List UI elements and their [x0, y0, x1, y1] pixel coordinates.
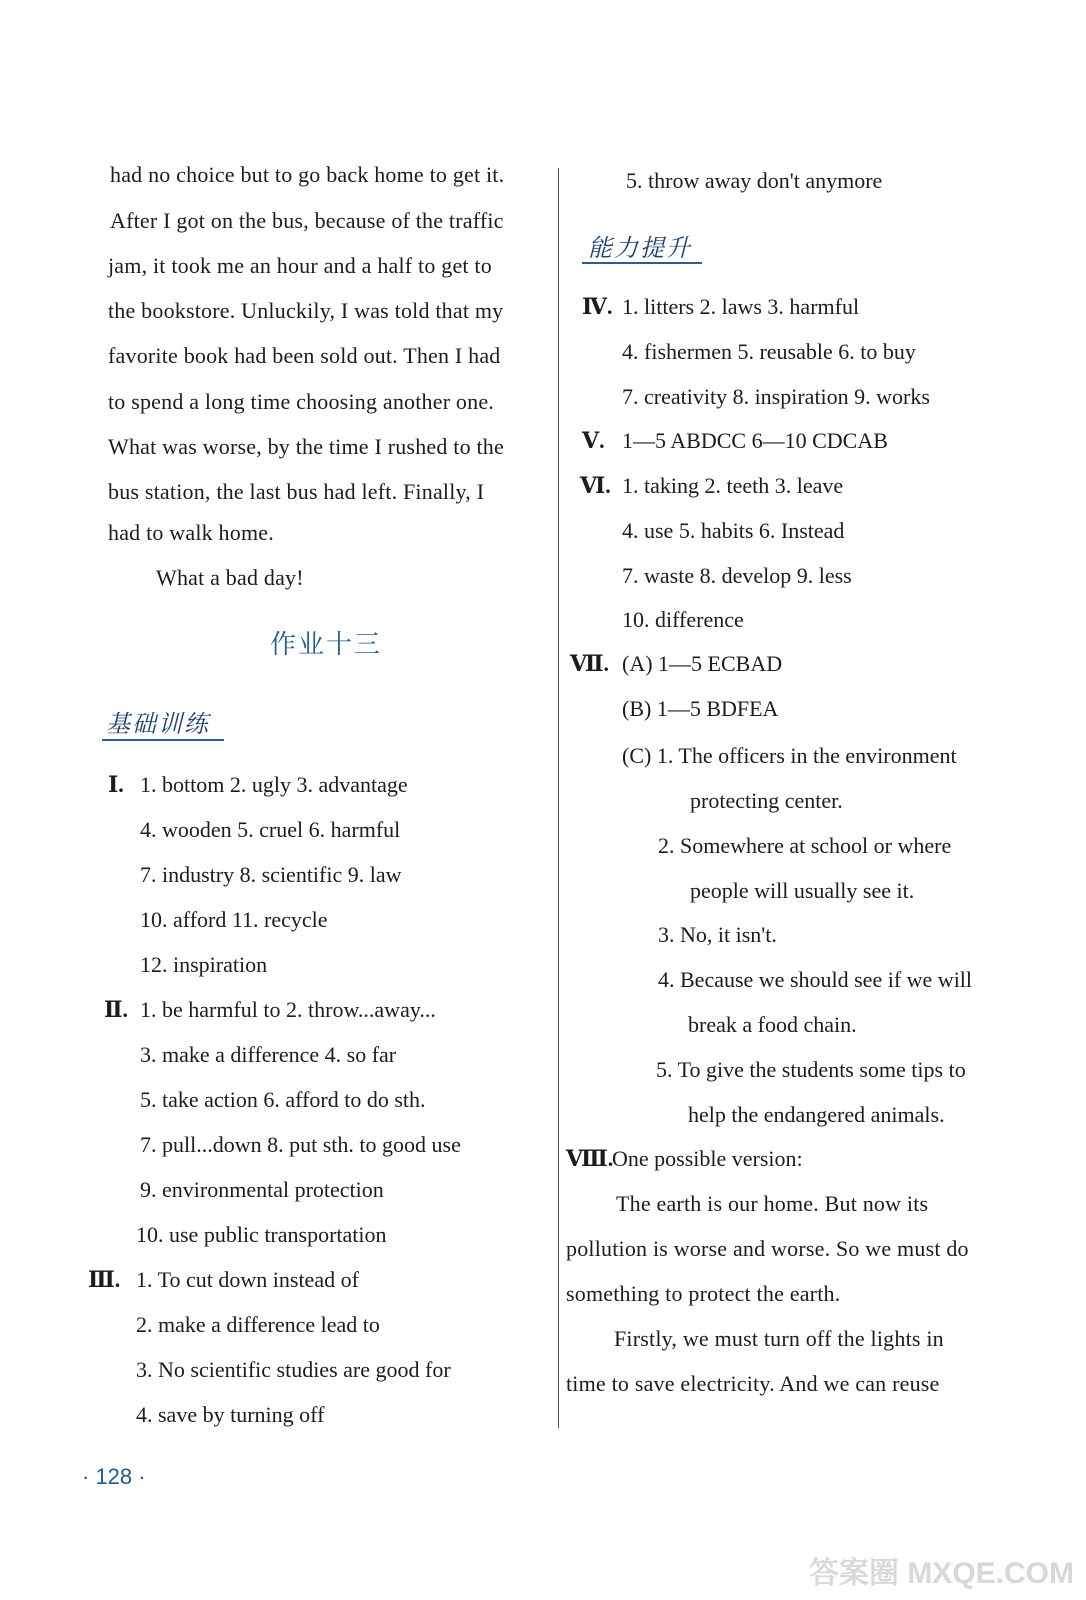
- answer-line: 1. bottom 2. ugly 3. advantage: [140, 772, 408, 797]
- answer-line: 2. make a difference lead to: [136, 1312, 380, 1337]
- answer-line: break a food chain.: [688, 1012, 857, 1037]
- answer-line: (C) 1. The officers in the environment: [622, 743, 957, 768]
- answer-line: 7. pull...down 8. put sth. to good use: [140, 1132, 461, 1157]
- answer-line: (B) 1—5 BDFEA: [622, 696, 779, 721]
- answer-line: people will usually see it.: [690, 878, 915, 903]
- answer-line: 5. To give the students some tips to: [656, 1057, 966, 1082]
- answer-line: 1. taking 2. teeth 3. leave: [622, 473, 844, 498]
- answer-line: 7. waste 8. develop 9. less: [622, 563, 852, 588]
- answer-line: 1—5 ABDCC 6—10 CDCAB: [622, 428, 888, 453]
- answer-line: One possible version:: [612, 1146, 803, 1171]
- essay-line: time to save electricity. And we can reuse: [566, 1371, 940, 1396]
- answer-line: 12. inspiration: [140, 952, 268, 977]
- essay-line: something to protect the earth.: [566, 1281, 841, 1306]
- section-label: Ⅵ.: [580, 473, 611, 498]
- page-number: · 128 ·: [82, 1464, 146, 1489]
- basic-training-heading: 基础训练: [106, 710, 210, 738]
- essay-line: The earth is our home. But now its: [616, 1191, 929, 1216]
- answer-line: help the endangered animals.: [688, 1102, 945, 1127]
- paragraph-line: What was worse, by the time I rushed to the: [108, 434, 504, 459]
- section-label: Ⅲ.: [88, 1267, 121, 1292]
- answer-line: 3. No, it isn't.: [658, 922, 777, 947]
- paragraph-line: to spend a long time choosing another one.: [108, 389, 494, 414]
- ability-heading: 能力提升: [588, 234, 692, 262]
- section-label: Ⅳ.: [582, 294, 613, 319]
- homework-title: 作业十三: [270, 630, 383, 660]
- answer-line: 1. litters 2. laws 3. harmful: [622, 294, 860, 319]
- paragraph-line: bus station, the last bus had left. Finally, I: [108, 479, 485, 504]
- answer-line: 4. Because we should see if we will: [658, 967, 973, 992]
- answer-line: 9. environmental protection: [140, 1177, 384, 1202]
- answer-line: 7. industry 8. scientific 9. law: [140, 862, 402, 887]
- section-label: Ⅰ.: [108, 772, 124, 797]
- section-label: Ⅶ.: [570, 651, 610, 676]
- paragraph-line: had no choice but to go back home to get it.: [110, 162, 505, 187]
- answer-line: 4. fishermen 5. reusable 6. to buy: [622, 339, 916, 364]
- answer-line: 7. creativity 8. inspiration 9. works: [622, 384, 930, 409]
- column-divider: [558, 168, 559, 1428]
- answer-line: (A) 1—5 ECBAD: [622, 651, 783, 676]
- answer-line: 10. use public transportation: [136, 1222, 387, 1247]
- answer-line: 3. make a difference 4. so far: [140, 1042, 397, 1067]
- ability-underline: [582, 262, 702, 264]
- essay-line: Firstly, we must turn off the lights in: [614, 1326, 944, 1351]
- paragraph-line: had to walk home.: [108, 520, 274, 545]
- paragraph-line: favorite book had been sold out. Then I had: [108, 343, 501, 368]
- answer-line: 10. difference: [622, 607, 744, 632]
- closing-line: What a bad day!: [156, 565, 304, 590]
- section-label: Ⅷ.: [566, 1146, 614, 1171]
- answer-line: 2. Somewhere at school or where: [658, 833, 952, 858]
- paragraph-line: After I got on the bus, because of the traffic: [110, 208, 504, 233]
- answer-line: 5. throw away don't anymore: [626, 168, 883, 193]
- answer-line: 4. wooden 5. cruel 6. harmful: [140, 817, 401, 842]
- answer-line: 10. afford 11. recycle: [140, 907, 328, 932]
- answer-line: 4. use 5. habits 6. Instead: [622, 518, 845, 543]
- watermark: 答案圈 MXQE.COM: [808, 1557, 1074, 1590]
- answer-line: protecting center.: [690, 788, 843, 813]
- paragraph-line: the bookstore. Unluckily, I was told that my: [108, 298, 504, 323]
- basic-training-underline: [102, 739, 224, 741]
- paragraph-line: jam, it took me an hour and a half to get to: [108, 253, 492, 278]
- section-label: Ⅴ.: [582, 428, 605, 453]
- answer-line: 4. save by turning off: [136, 1402, 325, 1427]
- essay-line: pollution is worse and worse. So we must do: [566, 1236, 969, 1261]
- answer-line: 1. To cut down instead of: [136, 1267, 359, 1292]
- section-label: Ⅱ.: [104, 997, 129, 1022]
- answer-line: 3. No scientific studies are good for: [136, 1357, 451, 1382]
- answer-line: 5. take action 6. afford to do sth.: [140, 1087, 426, 1112]
- answer-line: 1. be harmful to 2. throw...away...: [140, 997, 436, 1022]
